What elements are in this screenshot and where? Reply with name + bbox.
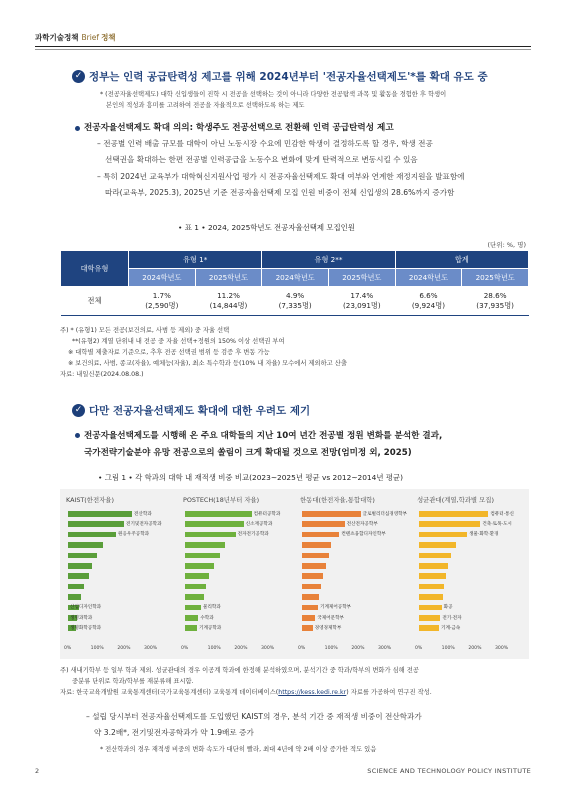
section2-heading: ✓ 다만 전공자율선택제도 확대에 대한 우려도 제기 <box>72 403 310 418</box>
chart-bar <box>68 532 116 538</box>
chart-bar <box>302 521 345 527</box>
table-year: 2025학년도 <box>462 269 529 287</box>
figure-panel <box>177 489 294 659</box>
header-rule-thin <box>35 49 531 50</box>
bar-label: 신소재공학과 <box>245 521 273 527</box>
chart-bar <box>185 584 206 590</box>
bar-label: 전산전자공학부 <box>346 521 378 527</box>
chart-bar <box>302 594 319 600</box>
bullet-dot-icon <box>75 126 80 131</box>
chart-bar <box>302 542 331 548</box>
chart-bar <box>68 511 132 517</box>
header-brief: Brief <box>81 33 100 42</box>
axis-tick-label: 300% <box>261 646 275 651</box>
chart-bar <box>185 615 198 621</box>
bar-label: 기계·금속 <box>441 625 461 631</box>
header-title: 과학기술정책 <box>35 33 79 42</box>
chart-bar <box>419 521 480 527</box>
table-year: 2024학년도 <box>129 269 196 287</box>
bar-label: 전자전기공학과 <box>237 532 269 538</box>
bar-label: 국제어문학부 <box>317 615 344 621</box>
bar-label: 기계제어공학부 <box>320 605 352 611</box>
section1-sub2: – 특히 2024년 교육부가 대학혁신지원사업 평가 시 전공자율선택제도 확대 여부와 연계한 재정지원을 발표함에 따라(교육부, 2025.3), 2025년 기준 전공자율선택제 모집 인원 비중이 전체 신입생의 28.6%까지 증가함 <box>97 172 465 197</box>
chart-bar <box>419 553 451 559</box>
bar-label: 컴퓨터·통신 <box>490 511 514 517</box>
page-number: 2 <box>35 767 40 775</box>
table-row-header: 대학유형 <box>61 251 129 287</box>
closing-note: * 전산학과의 경우 재적생 비중의 변화 속도가 대단히 빨라, 최대 4년에 약 2배 이상 증가한 적도 있음 <box>100 746 377 753</box>
axis-tick-label: 100% <box>90 646 104 651</box>
check-circle-icon: ✓ <box>72 70 85 83</box>
chart-bar <box>302 532 339 538</box>
chart-bar <box>302 584 321 590</box>
closing-sub: – 설립 당시부터 전공자율선택제도를 도입했던 KAIST의 경우, 분석 기간 중 재적생 비중이 전산학과가 약 3.2배*, 전기및전자공학과가 약 1.9배로 증가 <box>86 712 422 737</box>
table-row-label: 전체 <box>61 287 129 316</box>
bar-label: 전기·전자 <box>442 615 462 621</box>
chart-bar <box>419 563 448 569</box>
table-year: 2024학년도 <box>395 269 462 287</box>
chart-bar <box>185 625 197 631</box>
bar-label: 전산학과 <box>134 511 152 517</box>
bar-label: 물리학과 <box>203 605 221 611</box>
bar-label: 생물·화학·환경 <box>469 532 499 538</box>
chart-bar <box>185 511 252 517</box>
panel-title: 한동대(한전자율,통합대학) <box>300 496 375 504</box>
figure-bar-charts <box>60 489 529 659</box>
bar-label: 컴퓨터공학과 <box>253 511 281 517</box>
axis-tick-label: 0% <box>64 646 72 651</box>
bar-label: 수학과 <box>200 615 214 621</box>
section1-note: * (전공자율선택제도) 대학 신입생들이 진학 시 전공을 선택하는 것이 아니라 다양한 전공탐색 과목 및 활동을 경험한 후 학생이 본인의 적성과 흥미를 고려하여 전공을 자율적으로 선택하도록 하는 제도 <box>100 91 447 109</box>
bar-label: 생명과학과 <box>70 615 93 621</box>
chart-bar <box>185 563 214 569</box>
table-cell: 1.7% (2,590명) <box>129 287 196 316</box>
check-circle-icon: ✓ <box>72 404 85 417</box>
chart-bar <box>68 542 103 548</box>
axis-tick-label: 200% <box>468 646 482 651</box>
bar-label: 글로벌리더십경영학부 <box>362 511 408 517</box>
section1-bullet: 전공자율선택제도 확대 의의: 학생주도 전공선택으로 전환해 인력 공급탄력성 제고 <box>84 121 524 135</box>
header-rule <box>35 46 531 47</box>
axis-tick-label: 300% <box>378 646 392 651</box>
header <box>35 32 116 43</box>
chart-bar <box>68 553 97 559</box>
axis-tick-label: 300% <box>144 646 158 651</box>
kess-link[interactable]: https://kess.kedi.re.kr <box>278 689 347 696</box>
table-cell: 28.6% (37,935명) <box>462 287 529 316</box>
panel-title: KAIST(한전자율) <box>66 496 114 504</box>
chart-bar <box>419 615 440 621</box>
table-cell: 4.9% (7,335명) <box>262 287 329 316</box>
axis-tick-label: 100% <box>207 646 221 651</box>
table-unit: (단위: %, 명) <box>487 241 526 249</box>
chart-bar <box>419 532 467 538</box>
chart-bar <box>302 573 323 579</box>
bullet-dot-icon <box>75 433 80 438</box>
chart-bar <box>185 532 236 538</box>
chart-bar <box>68 563 92 569</box>
bar-label: 생명화학공학과 <box>70 625 102 631</box>
figure-panel <box>60 489 177 659</box>
chart-bar <box>419 584 444 590</box>
figure-caption: • 그림 1 • 각 학과의 대학 내 재적생 비중 비교(2023~2025년 평균 vs 2012~2014년 평균) <box>98 473 403 482</box>
axis-tick-label: 0% <box>415 646 423 651</box>
table-year: 2024학년도 <box>262 269 329 287</box>
footer-institute: SCIENCE AND TECHNOLOGY POLICY INSTITUTE <box>367 767 531 775</box>
table-row <box>61 287 529 316</box>
chart-bar <box>68 584 84 590</box>
chart-bar <box>185 521 244 527</box>
axis-tick-label: 0% <box>181 646 189 651</box>
bar-label: 전기및전자공학과 <box>126 521 162 527</box>
chart-bar <box>419 511 488 517</box>
chart-bar <box>419 573 446 579</box>
table-cell: 11.2% (14,844명) <box>195 287 262 316</box>
bar-label: 산업디자인학과 <box>70 605 102 611</box>
table-cell: 17.4% (23,091명) <box>328 287 395 316</box>
panel-title: POSTECH(18년부터 자율) <box>183 496 260 504</box>
chart-bar <box>68 594 81 600</box>
axis-tick-label: 200% <box>117 646 131 651</box>
bar-label: 원응우주공학과 <box>118 532 150 538</box>
chart-bar <box>419 605 442 611</box>
chart-bar <box>302 615 315 621</box>
section1-sub1: – 전공별 인력 배출 규모를 대학이 아닌 노동시장 수요에 민감한 학생이 결정하도록 할 경우, 학생 전공 선택권을 확대하는 한편 전공별 인력공급을 노동수요 변화에 맞게 탄력적으로 변동시킬 수 있음 <box>97 139 433 164</box>
table-group-2: 유형 2** <box>262 251 395 269</box>
bar-label: 화공 <box>443 605 453 611</box>
chart-bar <box>68 573 89 579</box>
table-group-1: 유형 1* <box>129 251 262 269</box>
chart-bar <box>185 553 220 559</box>
chart-bar <box>419 625 439 631</box>
bar-label: 컨텐츠융합디자인학부 <box>341 532 386 538</box>
header-category: 정책 <box>101 33 116 42</box>
chart-bar <box>302 511 361 517</box>
axis-tick-label: 300% <box>495 646 509 651</box>
chart-bar <box>185 594 204 600</box>
chart-bar <box>68 521 124 527</box>
axis-tick-label: 0% <box>298 646 306 651</box>
panel-title: 성균관대(계열,학과별 모집) <box>417 496 494 504</box>
chart-bar <box>302 605 318 611</box>
table-group-3: 합계 <box>395 251 528 269</box>
bar-label: 기계공학과 <box>199 625 222 631</box>
chart-bar <box>185 573 209 579</box>
chart-bar <box>302 563 326 569</box>
axis-tick-label: 200% <box>234 646 248 651</box>
figure-panel <box>294 489 411 659</box>
section2-bullet: 전공자율선택제도를 시행해 온 주요 대학들의 지난 10여 년간 전공별 정원 변화를 분석한 결과, 국가전략기술분야 유망 전공으로의 쏠림이 크게 확대될 것으로 전망(엄미정 외, 2025) <box>84 428 524 462</box>
figure-panel <box>411 489 528 659</box>
figure-notes: 주) 새내기학부 등 일부 학과 제외. 성균관대의 경우 이공계 학과에 한정해 분석하였으며, 분석기간 중 학과/학부의 변화가 심해 전공 중분류 단위로 학과/학부를 재분류해 표시함. 자료: 한국교육개발원 교육통계센터(국가교육통계센터) 교육통계 데이터베이스(https://kess.kedi.re.kr) 자료를 가공하여 연구진 작성. <box>60 667 432 696</box>
recruitment-table <box>60 250 529 316</box>
chart-bar <box>185 605 201 611</box>
bar-label: 건축·토목·도시 <box>482 521 512 527</box>
axis-tick-label: 100% <box>324 646 338 651</box>
table-notes: 주) * (유형1) 모든 전공(보건의료, 사범 등 제외) 중 자율 선택 **(유형2) 계열 단위내 내 전공 중 자율 선택+정원의 150% 이상 선택권 부여 ※ 대학별 제출자료 기준으로, 추후 전공 선택권 범위 등 검증 후 변동 가능 ※ 보건의료, 사범, 종교(자율), 예체능(자율), 최소 특수학과 등(10% 내 자율) 모수에서 제외하고 산출 자료: 내일신문(2024.08.08.) <box>60 327 347 378</box>
axis-tick-label: 100% <box>441 646 455 651</box>
table-cell: 6.6% (9,924명) <box>395 287 462 316</box>
table-year: 2025학년도 <box>328 269 395 287</box>
table-year: 2025학년도 <box>195 269 262 287</box>
chart-bar <box>419 542 456 548</box>
chart-bar <box>185 542 225 548</box>
chart-bar <box>302 553 329 559</box>
chart-bar <box>302 625 313 631</box>
chart-bar <box>419 594 443 600</box>
section1-heading: ✓ 정부는 인력 공급탄력성 제고를 위해 2024년부터 '전공자율선택제도'*를 확대 유도 중 <box>72 69 488 84</box>
bar-label: 경영경제학부 <box>314 625 342 631</box>
axis-tick-label: 200% <box>351 646 365 651</box>
table-caption: • 표 1 • 2024, 2025학년도 전공자율선택제 모집인원 <box>178 223 355 232</box>
